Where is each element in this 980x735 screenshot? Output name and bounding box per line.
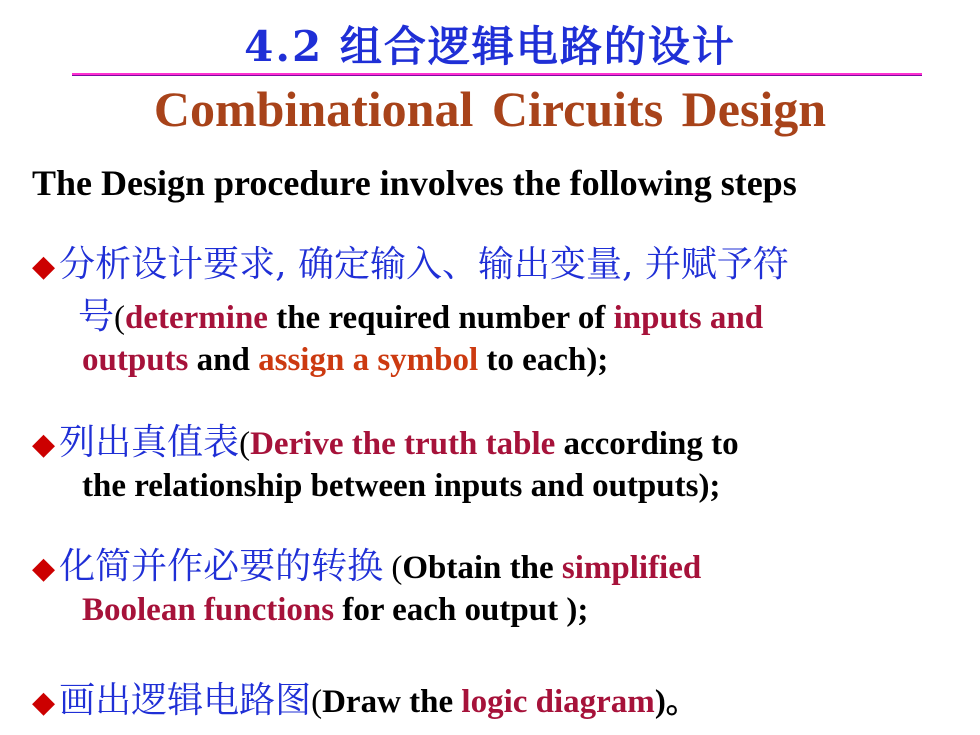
step3-cn: 化简并作必要的转换 <box>59 546 384 587</box>
step1-open-paren: ( <box>114 300 126 336</box>
step1-close: ); <box>586 342 609 378</box>
step4-open-paren: ( <box>311 684 323 720</box>
step1-determine: determine <box>125 300 268 336</box>
step4-line1 <box>32 672 699 723</box>
slide-title-english: Combinational Circuits Design <box>153 81 827 137</box>
step3-simplified: simplified <box>561 550 702 586</box>
diamond-bullet-icon: ◆ <box>32 686 56 719</box>
step3-open-paren: ( <box>383 550 403 586</box>
step1-cn2: 号 <box>78 296 115 337</box>
step1-cn: 分析设计要求, 确定输入、输出变量, 并赋予符 <box>59 244 789 285</box>
slide-title-chinese: 4.2 组合逻辑电路的设计 <box>244 22 736 71</box>
step2-relationship: the relationship between inputs and outputs); <box>82 468 721 504</box>
step2-line1 <box>32 414 739 465</box>
step2-line2 <box>82 468 720 505</box>
step1-line2 <box>78 288 763 339</box>
step4-logic-diagram: logic diagram <box>461 684 655 720</box>
diamond-bullet-icon: ◆ <box>32 250 56 283</box>
step1-inputs-and: inputs and <box>613 300 764 336</box>
step4-cn: 画出逻辑电路图 <box>59 680 312 721</box>
step3-line1 <box>32 538 701 589</box>
step1-required-text: the required number of <box>267 300 614 336</box>
diamond-bullet-icon: ◆ <box>32 552 56 585</box>
step1-line3 <box>82 342 608 379</box>
step4-draw-the: Draw the <box>322 684 462 720</box>
step4-close: )。 <box>654 684 699 720</box>
step2-open-paren: ( <box>239 426 251 462</box>
step1-to-each: to each <box>478 342 587 378</box>
step3-line2 <box>82 592 588 629</box>
step3-for-each-output: for each output <box>334 592 567 628</box>
step1-line1 <box>32 236 789 287</box>
step2-according-to: according to <box>555 426 739 462</box>
diamond-bullet-icon: ◆ <box>32 428 56 461</box>
step2-cn: 列出真值表 <box>59 422 240 463</box>
step1-and: and <box>188 342 259 378</box>
step3-obtain-the: Obtain the <box>402 550 562 586</box>
intro-text: The Design procedure involves the following steps <box>32 163 797 203</box>
step1-outputs: outputs <box>82 342 189 378</box>
step1-assign-symbol: assign a symbol <box>258 342 479 378</box>
step3-boolean-functions: Boolean functions <box>82 592 335 628</box>
step3-close: ); <box>566 592 589 628</box>
title-divider <box>72 73 922 76</box>
step2-derive-truth-table: Derive the truth table <box>250 426 556 462</box>
